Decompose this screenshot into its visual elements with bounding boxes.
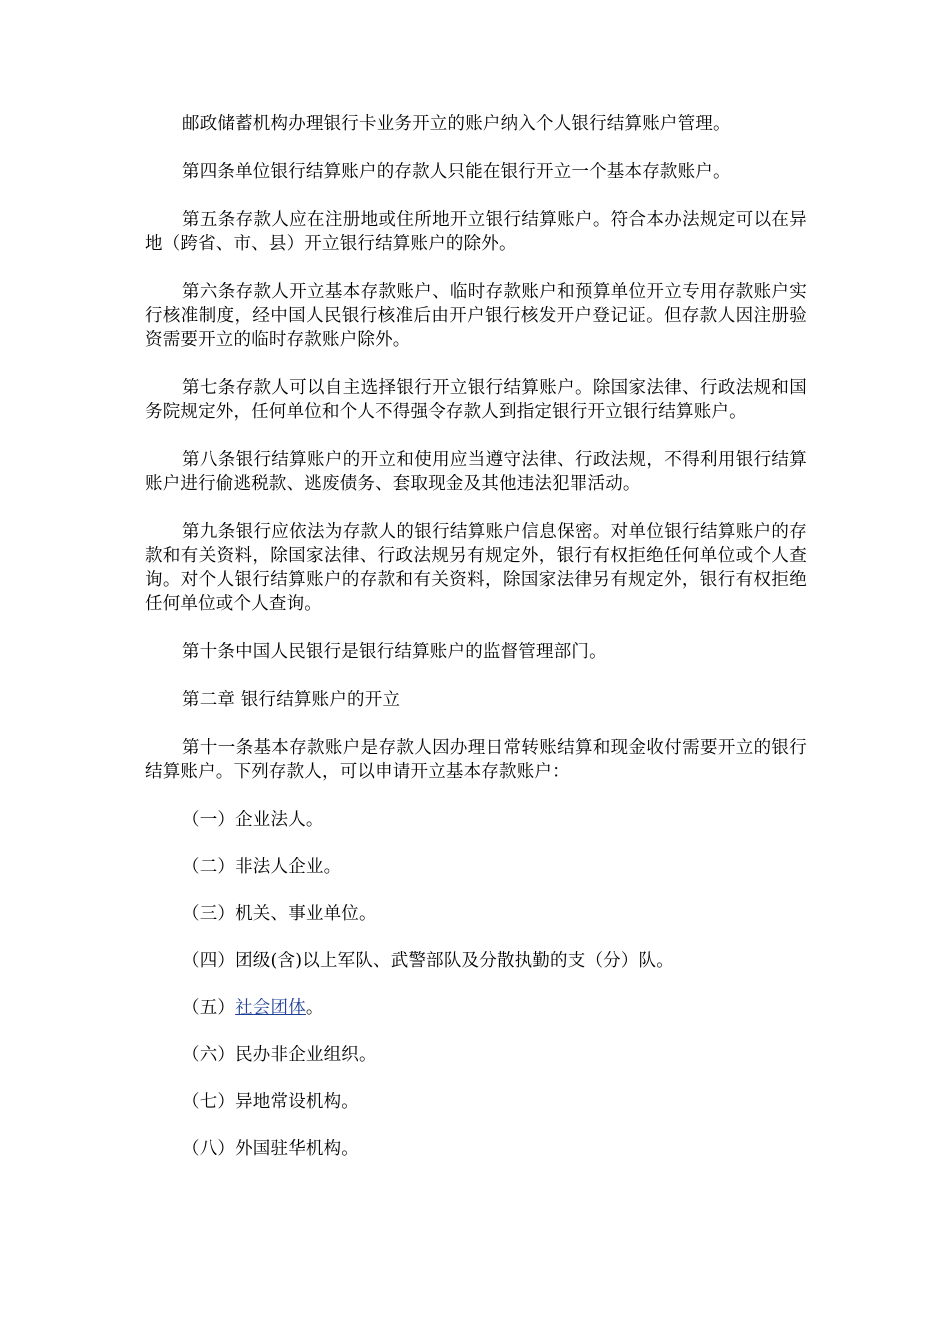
paragraph-article-4: 第四条单位银行结算账户的存款人只能在银行开立一个基本存款账户。 <box>182 162 731 182</box>
paragraph-article-6: 第六条存款人开立基本存款账户、临时存款账户和预算单位开立专用存款账户实行核准制度，经中国人民银行核准后由开户银行核发开户登记证。但存款人因注册验资需要开立的临时存款账户除外。 <box>145 282 807 350</box>
list-item: （一）企业法人。 <box>182 810 324 830</box>
social-groups-link[interactable]: 社会团体 <box>235 998 306 1018</box>
list-item: （六）民办非企业组织。 <box>182 1045 377 1065</box>
list-item: （四）团级(含)以上军队、武警部队及分散执勤的支（分）队。 <box>182 951 674 971</box>
paragraph-article-7: 第七条存款人可以自主选择银行开立银行结算账户。除国家法律、行政法规和国务院规定外，任何单位和个人不得强令存款人到指定银行开立银行结算账户。 <box>145 378 807 422</box>
list-item: （二）非法人企业。 <box>182 857 342 877</box>
paragraph-postal-savings: 邮政储蓄机构办理银行卡业务开立的账户纳入个人银行结算账户管理。 <box>182 114 731 134</box>
paragraph-article-11: 第十一条基本存款账户是存款人因办理日常转账结算和现金收付需要开立的银行结算账户。下列存款人，可以申请开立基本存款账户： <box>145 738 807 782</box>
document-body <box>145 112 807 1184</box>
paragraph-article-9: 第九条银行应依法为存款人的银行结算账户信息保密。对单位银行结算账户的存款和有关资料，除国家法律、行政法规另有规定外，银行有权拒绝任何单位或个人查询。对个人银行结算账户的存款和有关资料，除国家法律另有规定外，银行有权拒绝任何单位或个人查询。 <box>145 522 807 614</box>
list-item-prefix: （五） <box>182 998 236 1018</box>
paragraph-article-8: 第八条银行结算账户的开立和使用应当遵守法律、行政法规，不得利用银行结算账户进行偷逃税款、逃废债务、套取现金及其他违法犯罪活动。 <box>145 450 807 494</box>
paragraph-article-5: 第五条存款人应在注册地或住所地开立银行结算账户。符合本办法规定可以在异地（跨省、市、县）开立银行结算账户的除外。 <box>145 210 807 254</box>
list-item: （三）机关、事业单位。 <box>182 904 377 924</box>
paragraph-article-10: 第十条中国人民银行是银行结算账户的监督管理部门。 <box>182 642 607 662</box>
list-item: （七）异地常设机构。 <box>182 1092 359 1112</box>
list-item-suffix: 。 <box>305 998 324 1018</box>
list-item: （八）外国驻华机构。 <box>182 1139 359 1159</box>
list-item <box>145 996 807 1020</box>
chapter-heading: 第二章 银行结算账户的开立 <box>182 690 401 710</box>
